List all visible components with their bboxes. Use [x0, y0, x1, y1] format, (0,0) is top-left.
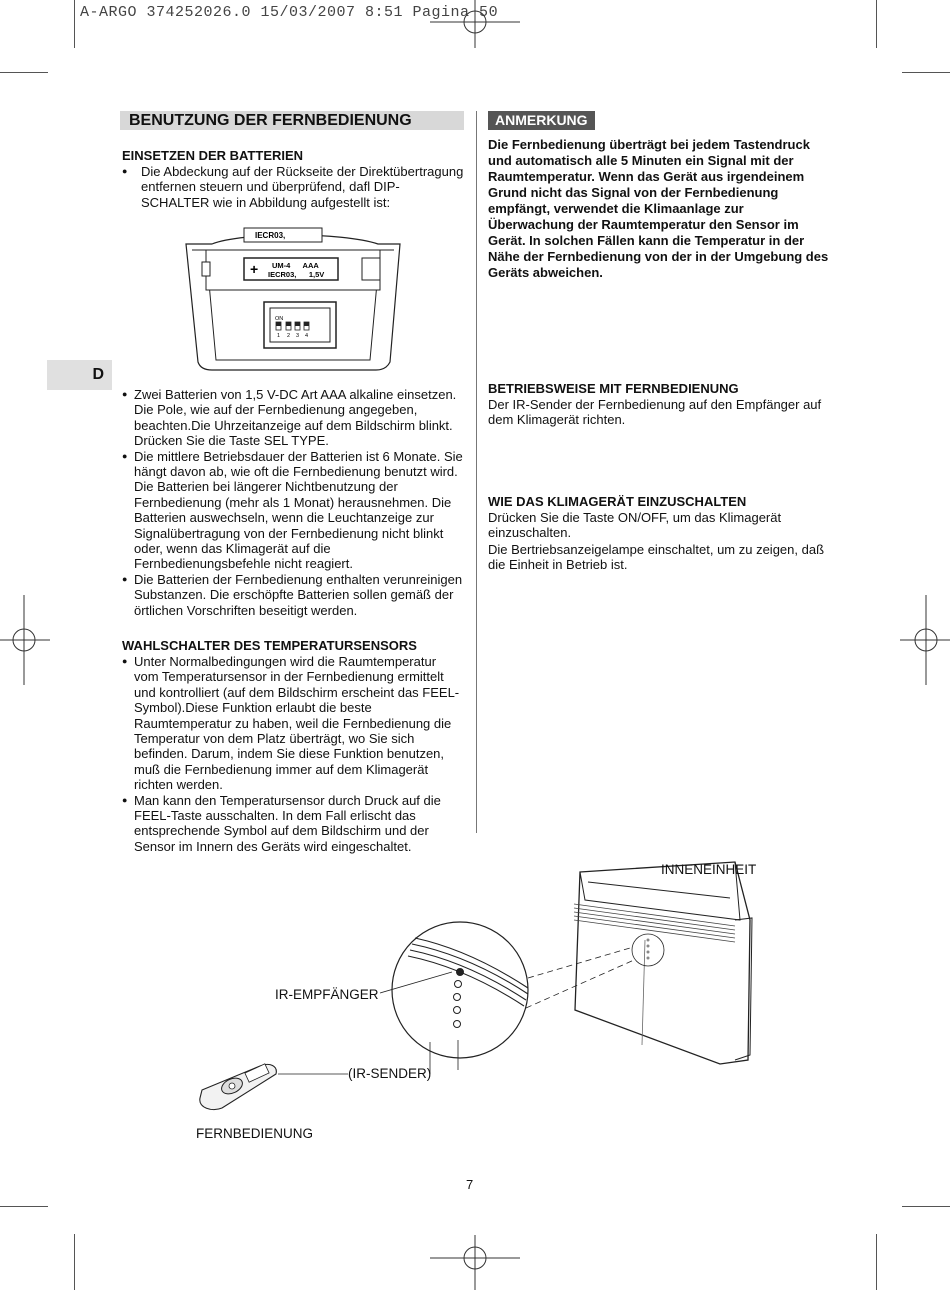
sensor-heading: WAHLSCHALTER DES TEMPERATURSENSORS [122, 638, 417, 653]
battery-label-line2: IECR03, 1,5V [268, 270, 325, 279]
sensor-bullet: ● Unter Normalbedingungen wird die Raumtemperatur vom Temperatursensor in der Fernbedienung ermittelt und kontrolliert (auf dem Bildschirm erscheint das FEEL-Symbol).Diese Funktion erlaubt die beste Raumtemperatur zu haben, weil die Fernbedienung die Temperatur von dem Platz überträgt, wo Sie sich befinden. Darum, indem Sie diese Funktion benutzen, muß die Fernbedienung immer auf dem Klimagerät richten werden. [122, 654, 464, 793]
batteries-intro: ● Die Abdeckung auf der Rückseite der Direktübertragung entfernen steuern und überprüfend, dafl DIP-SCHALTER wie in Abbildung aufgestellt ist: [122, 164, 464, 210]
page-number: 7 [466, 1177, 474, 1192]
operation-text: Der IR-Sender der Fernbedienung auf den Empfänger auf dem Klimagerät richten. [488, 397, 822, 428]
battery-label-line1: UM-4 AAA [272, 261, 319, 270]
registration-mark-bottom-icon [430, 1235, 520, 1290]
label-ir-sender: (IR-SENDER) [348, 1066, 432, 1081]
label-remote-control: FERNBEDIENUNG [196, 1126, 314, 1141]
figure-top-label: IECR03, [255, 231, 286, 240]
print-header: A-ARGO 374252026.0 15/03/2007 8:51 Pagina 50 [80, 4, 499, 21]
section-title: BENUTZUNG DER FERNBEDIENUNG [120, 111, 464, 130]
batteries-intro-list [122, 164, 464, 210]
dip-number: 2 [287, 333, 291, 339]
battery-compartment-figure [182, 222, 404, 372]
column-divider [476, 111, 477, 833]
registration-mark-left-icon [0, 595, 50, 685]
language-tab: D [47, 360, 112, 390]
note-text: Die Fernbedienung überträgt bei jedem Tastendruck und automatisch alle 5 Minuten ein Signal mit der Raumtemperatur. Wenn das Gerät aus irgendeinem Grund nicht das Signal von der Fernbedienung empfängt, verwendet die Klimaanlage zur Überwachung der Raumtemperatur den Sensor im Gerät. In solchen Fällen kann die Temperatur in der Nähe der Fernbedienung von der in der Umgebung des Geräts abweichen. [488, 137, 829, 280]
registration-mark-top-icon [430, 0, 520, 50]
dip-on-label: ON [275, 316, 284, 322]
batteries-bullets [122, 387, 464, 618]
sensor-bullets [122, 654, 464, 854]
battery-plus-sign: + [250, 261, 259, 277]
battery-bullet: ● Die Batterien der Fernbedienung enthalten verunreinigen Substanzen. Die erschöpfte Batterien sollen gemäß der örtlichen Vorschriften beseitigt werden. [122, 572, 464, 618]
battery-bullet: ● Die mittlere Betriebsdauer der Batterien ist 6 Monate. Sie hängt davon ab, wie oft die Fernbedienung benutzt wird. Die Batterien bei längerer Nichtbenutzung der Fernbedienung (mehr als 1 Monat) herausnehmen. Die Batterien auswechseln, wenn die Leuchtanzeige zur Signalübertragung von der Fernbedienung nicht blinkt oder, wenn das Klimagerät auf die Fernbedienungsbefehle nicht reagiert. [122, 449, 464, 572]
label-ir-receiver: IR-EMPFÄNGER [275, 987, 379, 1002]
note-badge: ANMERKUNG [488, 111, 595, 130]
switch-on-line1: Drücken Sie die Taste ON/OFF, um das Klimagerät einzuschalten. [488, 510, 782, 541]
dip-number: 3 [296, 333, 300, 339]
switch-on-line2: Die Bertriebsanzeigelampe einschaltet, um zu zeigen, daß die Einheit in Betrieb ist. [488, 542, 825, 573]
label-indoor-unit: INNENEINHEIT [661, 862, 757, 877]
switch-on-heading: WIE DAS KLIMAGERÄT EINZUSCHALTEN [488, 494, 747, 509]
dip-number: 4 [305, 333, 309, 339]
registration-mark-right-icon [900, 595, 950, 685]
sensor-bullet: ● Man kann den Temperatursensor durch Druck auf die FEEL-Taste ausschalten. In dem Fall erlischt das entsprechende Symbol auf dem Bildschirm und der Sensor im Innern des Geräts wird eingeschaltet. [122, 793, 464, 855]
dip-number: 1 [277, 333, 281, 339]
batteries-heading: EINSETZEN DER BATTERIEN [122, 148, 304, 163]
operation-heading: BETRIEBSWEISE MIT FERNBEDIENUNG [488, 381, 739, 396]
battery-bullet: ● Zwei Batterien von 1,5 V-DC Art AAA alkaline einsetzen. Die Pole, wie auf der Fernbedienung angegeben, beachten.Die Uhrzeitanzeige auf dem Bildschirm blinkt. Drücken Sie die Taste SEL TYPE. [122, 387, 464, 449]
